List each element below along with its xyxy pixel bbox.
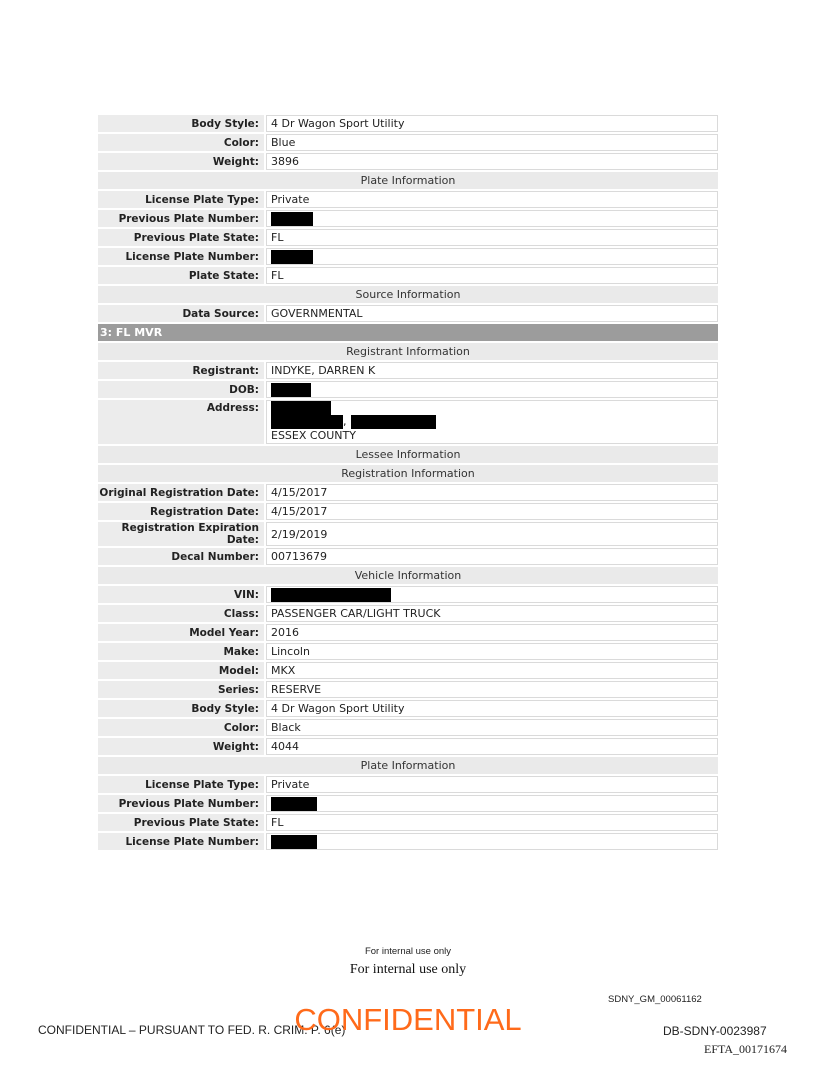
model-value: MKX <box>266 662 718 679</box>
redaction-box <box>351 415 436 429</box>
color-label: Color: <box>98 719 264 736</box>
table-row <box>98 229 718 246</box>
table-row <box>98 400 718 444</box>
table-row <box>98 115 718 132</box>
confidentiality-notice: CONFIDENTIAL – PURSUANT TO FED. R. CRIM. P. 6(e) <box>38 1023 346 1037</box>
model-year-label: Model Year: <box>98 624 264 641</box>
body-style-label: Body Style: <box>98 115 264 132</box>
previous-plate-state-value: FL <box>266 814 718 831</box>
table-row <box>98 210 718 227</box>
plate-information-header: Plate Information <box>98 757 718 774</box>
table-row <box>98 465 718 482</box>
table-row <box>98 738 718 755</box>
weight-label: Weight: <box>98 738 264 755</box>
table-row <box>98 446 718 463</box>
series-value: RESERVE <box>266 681 718 698</box>
make-value: Lincoln <box>266 643 718 660</box>
plate-state-label: Plate State: <box>98 267 264 284</box>
decal-number-value: 00713679 <box>266 548 718 565</box>
registrant-information-header: Registrant Information <box>98 343 718 360</box>
table-row <box>98 522 718 546</box>
make-label: Make: <box>98 643 264 660</box>
confidential-stamp: CONFIDENTIAL <box>294 1002 522 1037</box>
address-line-2 <box>271 415 717 429</box>
weight-value: 4044 <box>266 738 718 755</box>
table-row <box>98 172 718 189</box>
color-value: Blue <box>266 134 718 151</box>
registration-date-value: 4/15/2017 <box>266 503 718 520</box>
color-value: Black <box>266 719 718 736</box>
license-plate-type-label: License Plate Type: <box>98 191 264 208</box>
original-registration-date-value: 4/15/2017 <box>266 484 718 501</box>
table-row <box>98 362 718 379</box>
license-plate-number-value <box>266 248 718 265</box>
redaction-box <box>271 415 343 429</box>
table-row <box>98 305 718 322</box>
dob-value <box>266 381 718 398</box>
table-row <box>98 605 718 622</box>
license-plate-type-value: Private <box>266 191 718 208</box>
table-row <box>98 286 718 303</box>
address-separator: , <box>343 415 347 428</box>
table-row <box>98 833 718 850</box>
registration-date-label: Registration Date: <box>98 503 264 520</box>
previous-plate-number-value <box>266 795 718 812</box>
table-row <box>98 814 718 831</box>
plate-information-header: Plate Information <box>98 172 718 189</box>
table-row <box>98 662 718 679</box>
body-style-value: 4 Dr Wagon Sport Utility <box>266 700 718 717</box>
previous-plate-state-value: FL <box>266 229 718 246</box>
table-row <box>98 548 718 565</box>
redaction-box <box>271 588 391 602</box>
internal-use-note-serif: For internal use only <box>349 962 467 977</box>
redaction-box <box>271 797 317 811</box>
license-plate-number-value <box>266 833 718 850</box>
data-source-value: GOVERNMENTAL <box>266 305 718 322</box>
previous-plate-number-label: Previous Plate Number: <box>98 210 264 227</box>
original-registration-date-label: Original Registration Date: <box>98 484 264 501</box>
table-row <box>98 484 718 501</box>
vehicle-report-table <box>96 113 720 852</box>
series-label: Series: <box>98 681 264 698</box>
redaction-box <box>271 250 313 264</box>
table-row <box>98 134 718 151</box>
model-label: Model: <box>98 662 264 679</box>
registrant-label: Registrant: <box>98 362 264 379</box>
address-value <box>266 400 718 444</box>
table-row <box>98 153 718 170</box>
redaction-box <box>271 212 313 226</box>
vehicle-information-header: Vehicle Information <box>98 567 718 584</box>
registration-expiration-date-value: 2/19/2019 <box>266 522 718 546</box>
table-row <box>98 795 718 812</box>
license-plate-number-label: License Plate Number: <box>98 833 264 850</box>
weight-value: 3896 <box>266 153 718 170</box>
table-row <box>98 381 718 398</box>
model-year-value: 2016 <box>266 624 718 641</box>
previous-plate-state-label: Previous Plate State: <box>98 229 264 246</box>
registration-information-header: Registration Information <box>98 465 718 482</box>
decal-number-label: Decal Number: <box>98 548 264 565</box>
source-information-header: Source Information <box>98 286 718 303</box>
plate-state-value: FL <box>266 267 718 284</box>
table-row <box>98 719 718 736</box>
table-row <box>98 191 718 208</box>
table-row <box>98 343 718 360</box>
internal-use-note: For internal use only <box>364 946 452 957</box>
previous-plate-state-label: Previous Plate State: <box>98 814 264 831</box>
registrant-value: INDYKE, DARREN K <box>266 362 718 379</box>
address-line-1 <box>271 401 717 415</box>
license-plate-type-label: License Plate Type: <box>98 776 264 793</box>
body-style-label: Body Style: <box>98 700 264 717</box>
data-source-label: Data Source: <box>98 305 264 322</box>
table-row <box>98 643 718 660</box>
vin-label: VIN: <box>98 586 264 603</box>
previous-plate-number-label: Previous Plate Number: <box>98 795 264 812</box>
registration-expiration-date-label: Registration Expiration Date: <box>98 522 264 546</box>
address-county: ESSEX COUNTY <box>271 429 356 442</box>
table-row <box>98 586 718 603</box>
table-row <box>98 624 718 641</box>
redaction-box <box>271 835 317 849</box>
license-plate-type-value: Private <box>266 776 718 793</box>
table-row <box>98 503 718 520</box>
lessee-information-header: Lessee Information <box>98 446 718 463</box>
license-plate-number-label: License Plate Number: <box>98 248 264 265</box>
previous-plate-number-value <box>266 210 718 227</box>
table-row <box>98 248 718 265</box>
table-row <box>98 700 718 717</box>
table-row <box>98 757 718 774</box>
table-row <box>98 776 718 793</box>
table-row <box>98 324 718 341</box>
table-row <box>98 567 718 584</box>
bates-number-sdny-gm: SDNY_GM_00061162 <box>608 994 702 1005</box>
weight-label: Weight: <box>98 153 264 170</box>
vin-value <box>266 586 718 603</box>
body-style-value: 4 Dr Wagon Sport Utility <box>266 115 718 132</box>
color-label: Color: <box>98 134 264 151</box>
bates-number-db-sdny: DB-SDNY-0023987 <box>663 1024 767 1038</box>
table-row <box>98 681 718 698</box>
record-group-header: 3: FL MVR <box>98 324 718 341</box>
dob-label: DOB: <box>98 381 264 398</box>
redaction-box <box>271 383 311 397</box>
address-label: Address: <box>98 400 264 444</box>
table-row <box>98 267 718 284</box>
redaction-box <box>271 401 331 415</box>
class-value: PASSENGER CAR/LIGHT TRUCK <box>266 605 718 622</box>
efta-number: EFTA_00171674 <box>704 1042 788 1056</box>
class-label: Class: <box>98 605 264 622</box>
